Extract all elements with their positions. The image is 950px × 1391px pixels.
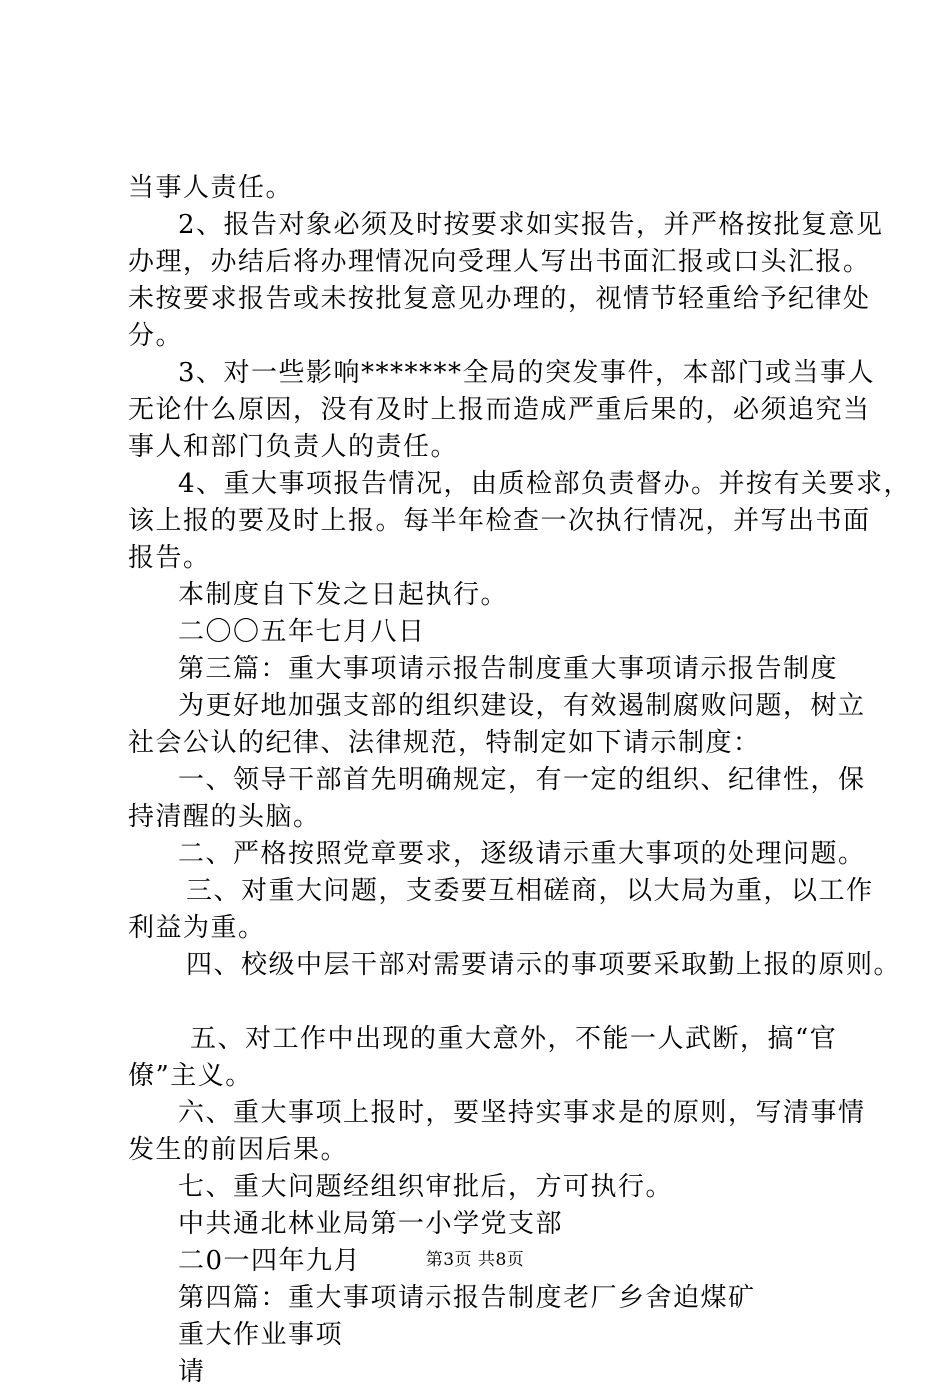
text-line: 三、对重大问题，支委要互相磋商，以大局为重，以工作 <box>186 876 874 906</box>
text-line: 利益为重。 <box>128 913 266 943</box>
text-line: 4、重大事项报告情况，由质检部负责督办。并按有关要求， <box>178 469 912 499</box>
text-line: 请 <box>178 1357 206 1387</box>
text-line: 二0一四年九月 <box>178 1246 362 1276</box>
text-line: 3、对一些影响*******全局的突发事件，本部门或当事人 <box>178 358 876 388</box>
page-footer: 第3页 共8页 <box>425 1250 525 1270</box>
text-line: 五、对工作中出现的重大意外，不能一人武断，搞“官 <box>190 1024 838 1054</box>
text-line: 二〇〇五年七月八日 <box>178 617 426 647</box>
text-line: 报告。 <box>128 543 211 573</box>
text-line: 重大作业事项 <box>178 1320 344 1350</box>
text-line: 本制度自下发之日起执行。 <box>178 580 509 610</box>
text-line: 分。 <box>128 321 184 351</box>
text-line: 持清醒的头脑。 <box>128 802 321 832</box>
text-line: 一、领导干部首先明确规定，有一定的组织、纪律性，保 <box>178 765 866 795</box>
document-body <box>128 170 912 1391</box>
text-line: 2、报告对象必须及时按要求如实报告，并严格按批复意见 <box>178 210 884 240</box>
text-line: 四、校级中层干部对需要请示的事项要采取勤上报的原则。 <box>186 950 902 980</box>
text-line: 中共通北林业局第一小学党支部 <box>178 1209 564 1239</box>
text-line: 该上报的要及时上报。每半年检查一次执行情况，并写出书面 <box>128 506 871 536</box>
text-line: 为更好地加强支部的组织建设，有效遏制腐败问题，树立 <box>178 691 866 721</box>
text-line: 无论什么原因，没有及时上报而造成严重后果的，必须追究当 <box>128 395 871 425</box>
text-line: 七、重大问题经组织审批后，方可执行。 <box>178 1172 674 1202</box>
text-line: 六、重大事项上报时，要坚持实事求是的原则，写清事情 <box>178 1098 866 1128</box>
text-line: 第三篇：重大事项请示报告制度重大事项请示报告制度 <box>178 654 839 684</box>
text-line: 僚”主义。 <box>128 1061 253 1091</box>
text-line: 未按要求报告或未按批复意见办理的，视情节轻重给予纪律处 <box>128 284 871 314</box>
text-line: 社会公认的纪律、法律规范，特制定如下请示制度： <box>128 728 761 758</box>
text-line: 二、严格按照党章要求，逐级请示重大事项的处理问题。 <box>178 839 866 869</box>
text-line: 当事人责任。 <box>128 173 294 203</box>
text-line: 事人和部门负责人的责任。 <box>128 432 459 462</box>
text-line: 发生的前因后果。 <box>128 1135 349 1165</box>
text-line: 办理，办结后将办理情况向受理人写出书面汇报或口头汇报。 <box>128 247 871 277</box>
text-line: 第四篇：重大事项请示报告制度老厂乡舍迫煤矿 <box>178 1283 756 1313</box>
